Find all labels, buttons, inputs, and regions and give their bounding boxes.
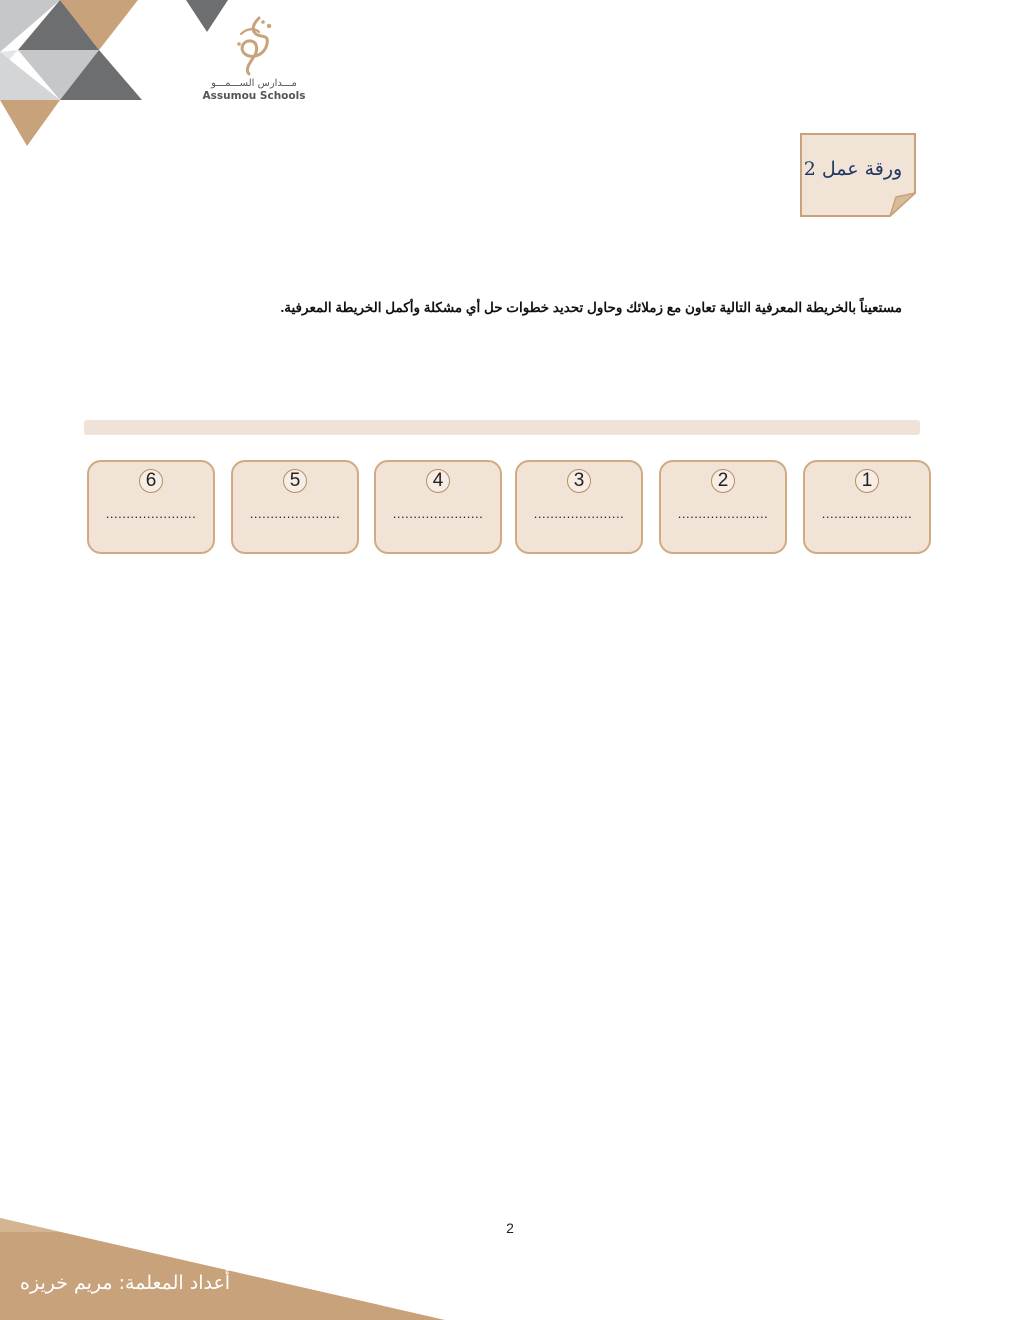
step-answer-blank[interactable]: ...................... <box>105 506 197 521</box>
step-box-5[interactable] <box>231 460 359 554</box>
teacher-credit: أعداد المعلمة: مريم خريزه <box>20 1272 231 1294</box>
step-box-6[interactable] <box>87 460 215 554</box>
step-number-badge: 5 <box>283 469 307 493</box>
step-number-badge: 3 <box>567 469 591 493</box>
step-answer-blank[interactable]: ...................... <box>533 506 625 521</box>
step-box-4[interactable] <box>374 460 502 554</box>
calligraphy-emblem-icon <box>229 14 279 76</box>
worksheet-label <box>800 133 916 217</box>
step-number-badge: 4 <box>426 469 450 493</box>
step-box-2[interactable] <box>659 460 787 554</box>
step-number-badge: 2 <box>711 469 735 493</box>
worksheet-title: ورقة عمل 2 <box>803 158 903 180</box>
step-box-1[interactable] <box>803 460 931 554</box>
school-name-english: Assumou Schools <box>202 90 306 102</box>
step-answer-blank[interactable]: ...................... <box>821 506 913 521</box>
school-logo <box>196 14 312 114</box>
step-number-badge: 1 <box>855 469 879 493</box>
page-number: 2 <box>506 1220 514 1236</box>
step-answer-blank[interactable]: ...................... <box>392 506 484 521</box>
school-name-arabic: مـــدارس الســـمـــو <box>211 78 297 89</box>
instruction-text: مستعيناً بالخريطة المعرفية التالية تعاون مع زملائك وحاول تحديد خطوات حل أي مشكلة وأكمل الخريطة المعرفية. <box>280 300 902 315</box>
step-box-3[interactable] <box>515 460 643 554</box>
step-answer-blank[interactable]: ...................... <box>249 506 341 521</box>
step-number-badge: 6 <box>139 469 163 493</box>
step-answer-blank[interactable]: ...................... <box>677 506 769 521</box>
footer-band <box>0 1210 1020 1320</box>
concept-map-bar <box>84 420 920 435</box>
